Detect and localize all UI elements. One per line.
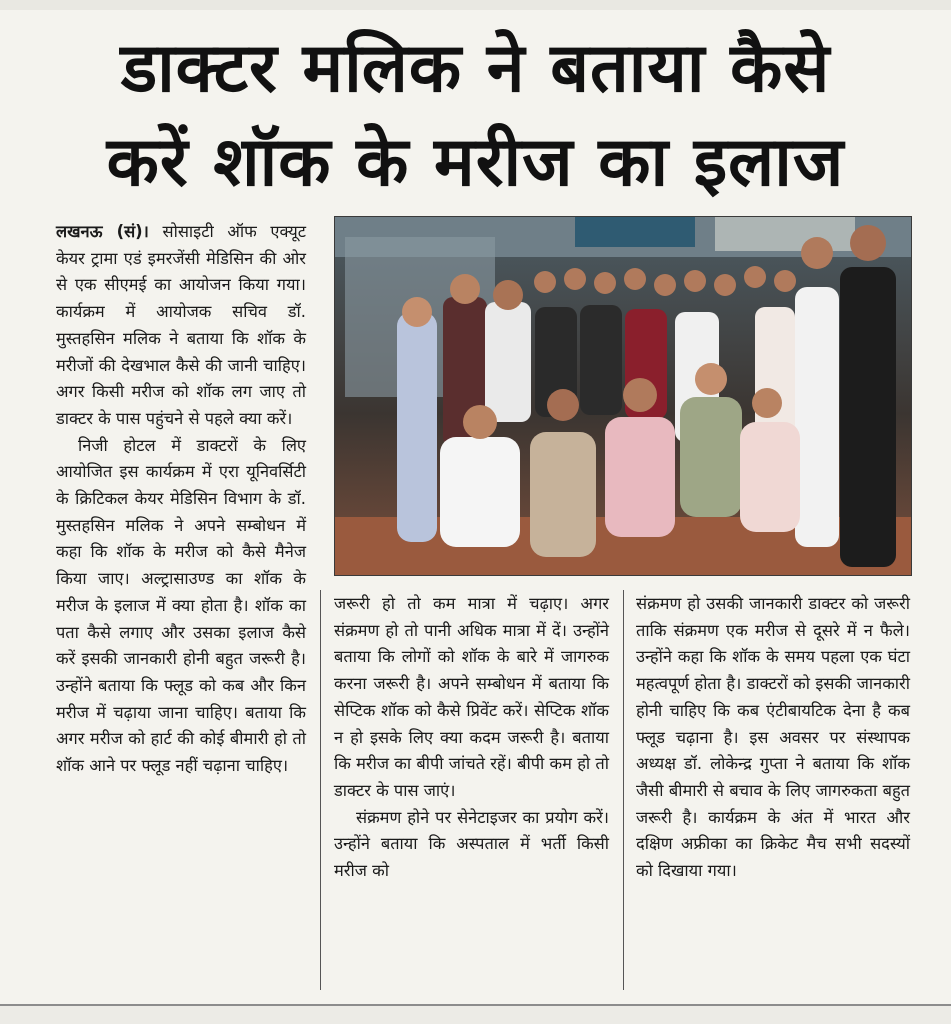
- headline-line-1: डाक्टर मलिक ने बताया कैसे: [120, 29, 831, 108]
- top-strip: [0, 0, 951, 10]
- dateline: लखनऊ (सं)।: [56, 222, 149, 241]
- column-1: [56, 219, 306, 780]
- paragraph-4: संक्रमण होने पर सेनेटाइजर का प्रयोग करें। उन्होंने बताया कि अस्पताल में भर्ती किसी मरीज को: [334, 807, 609, 881]
- column-2: [334, 591, 609, 885]
- headline: [20, 22, 931, 210]
- paragraph-2: निजी होटल में डाक्टरों के लिए आयोजित इस कार्यक्रम में एरा यूनिवर्सिटी के क्रिटिकल केयर मेडिसिन विभाग के डॉ. मुस्तहसिन मलिक ने अपने सम्बोधन में कहा कि शॉक के मरीज को कैसे मैनेज किया जाए। अल्ट्रासाउण्ड का शॉक के मरीज के इलाज में क्या होता है। शॉक का पता कैसे लगाए और उसका इलाज कैसे करें इसकी जानकारी होनी बहुत जरूरी है। उन्होंने बताया कि फ्लूड को कब और किन मरीज में चढ़ाया जाना चाहिए। बताया कि अगर मरीज को हार्ट की कोई बीमारी हो तो शॉक आने पर फ्लूड नहीं चढ़ाना चाहिए।: [56, 435, 306, 776]
- column-divider-2: [623, 590, 624, 990]
- group-photo: [334, 216, 912, 576]
- paragraph-1-text: सोसाइटी ऑफ एक्यूट केयर ट्रामा एडं इमरजेंसी मेडिसिन की ओर से एक सीएमई का आयोजन किया गया। कार्यक्रम में आयोजक सचिव डॉ. मुस्तहसिन मलिक ने बताया कि शॉक के मरीजों की देखभाल कैसे की जानी चाहिए। अगर किसी मरीज को शॉक लग जाए तो डाक्टर के पास पहुंचने से पहले क्या करें।: [56, 222, 306, 428]
- bottom-box: [0, 1006, 951, 1024]
- paragraph-3: जरूरी हो तो कम मात्रा में चढ़ाए। अगर संक्रमण हो तो पानी अधिक मात्रा में दें। उन्होंने बताया कि लोगों को शॉक के बारे में जागरुक करना जरूरी है। अपने सम्बोधन में बताया कि सेप्टिक शॉक को कैसे प्रिवेंट करें। सेप्टिक शॉक न हो इसके लिए क्या कदम जरूरी है। बताया कि मरीज का बीपी जांचते रहें। बीपी कम हो तो डाक्टर के पास जाएं।: [334, 594, 609, 800]
- paragraph-1: [56, 219, 306, 433]
- column-divider-1: [320, 590, 321, 990]
- paragraph-5: संक्रमण हो उसकी जानकारी डाक्टर को जरूरी ताकि संक्रमण एक मरीज से दूसरे में न फैले। उन्होंने कहा कि शॉक के समय पहला एक घंटा महत्वपूर्ण होता है। डाक्टरों को इसकी जानकारी होनी चाहिए कि कब एंटीबायटिक देना है कब फ्लूड चढ़ाना है। इस अवसर पर संस्थापक अध्यक्ष डॉ. लोकेन्द्र गुप्ता ने बताया कि शॉक जैसी बीमारी से बचाव के लिए जागरुकता बहुत जरूरी है। कार्यक्रम के अंत में भारत और दक्षिण अफ्रीका का क्रिकेट मैच सभी सदस्यों को दिखाया गया।: [636, 594, 910, 881]
- group-photo-icon: [335, 217, 911, 575]
- headline-line-2: करें शॉक के मरीज का इलाज: [106, 123, 845, 202]
- column-3: [636, 591, 910, 885]
